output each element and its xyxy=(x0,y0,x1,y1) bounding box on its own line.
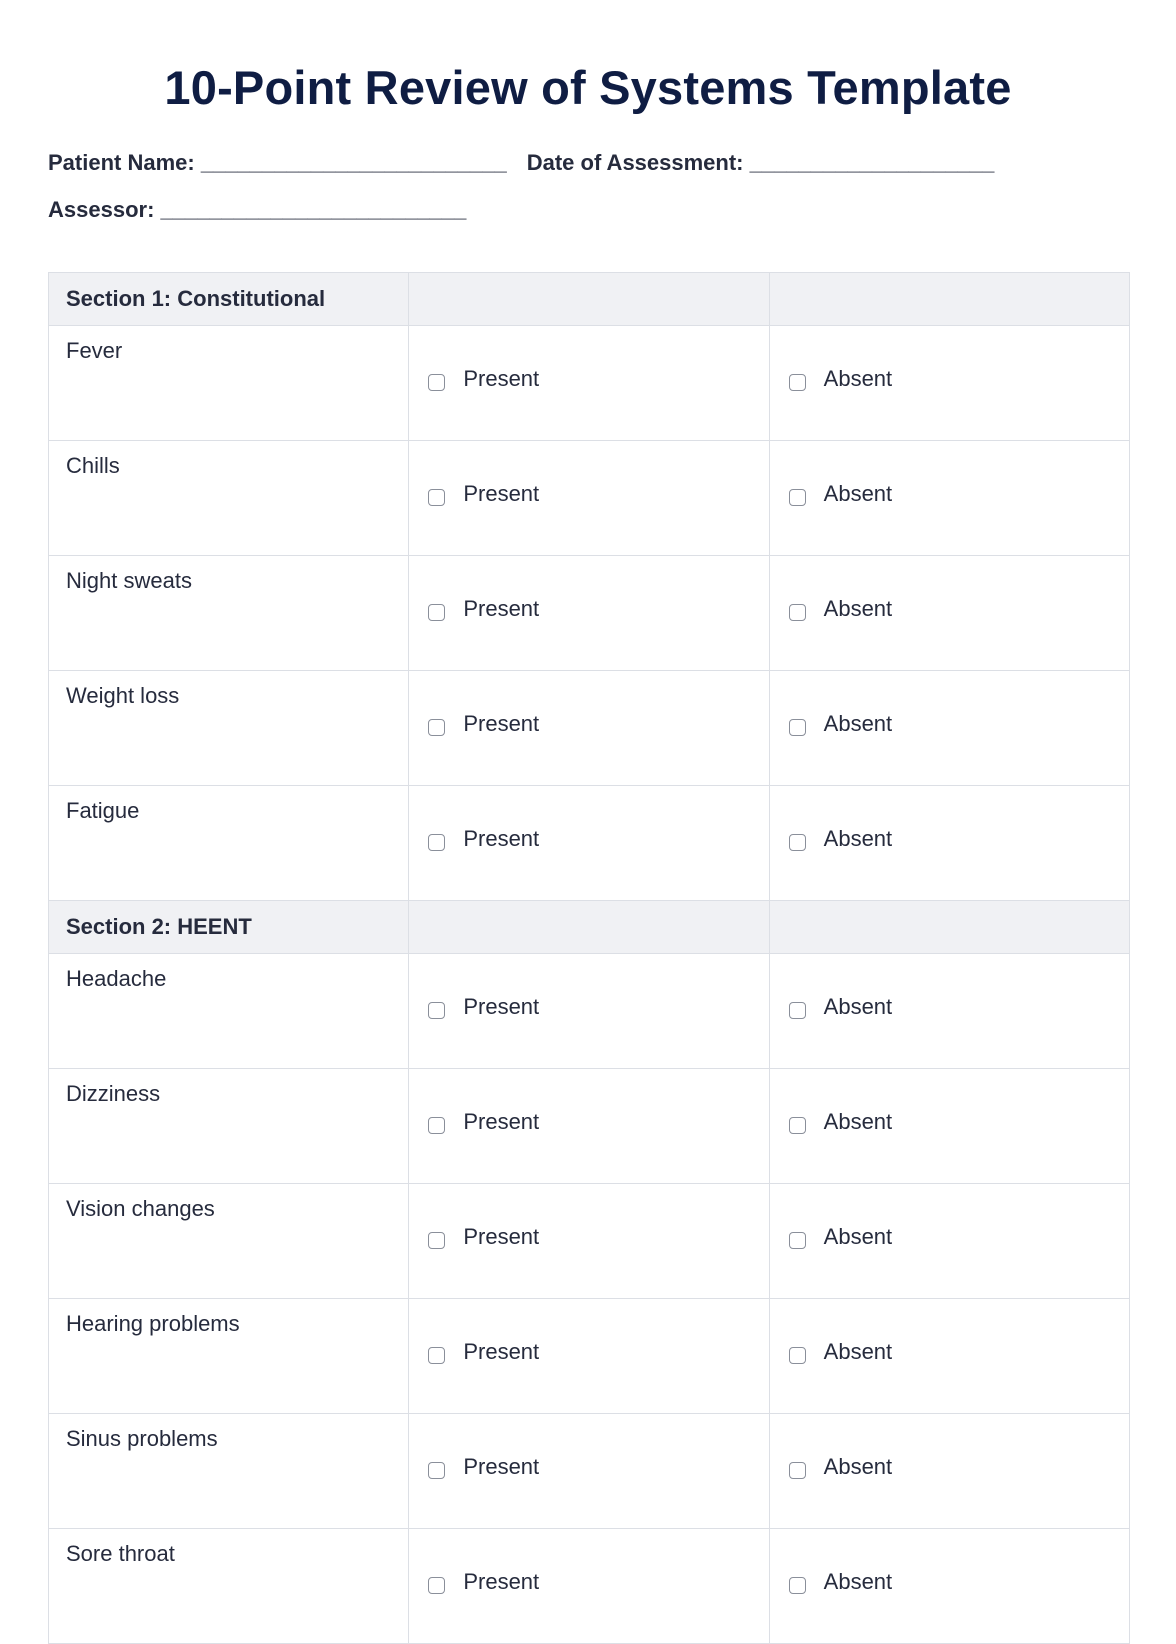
absent-label: Absent xyxy=(823,994,893,1019)
present-label: Present xyxy=(463,994,540,1019)
present-label: Present xyxy=(463,481,540,506)
symptom-label: Fever xyxy=(49,326,409,441)
section-header-cell xyxy=(409,273,769,326)
symptom-label: Hearing problems xyxy=(49,1299,409,1414)
absent-checkbox[interactable] xyxy=(789,719,806,736)
table-row xyxy=(49,954,1130,1069)
absent-checkbox[interactable] xyxy=(789,1577,806,1594)
absent-checkbox[interactable] xyxy=(789,489,806,506)
absent-checkbox[interactable] xyxy=(789,1002,806,1019)
page-title: 10-Point Review of Systems Template xyxy=(164,61,1012,114)
absent-label: Absent xyxy=(823,826,893,851)
symptom-label: Headache xyxy=(49,954,409,1069)
patient-name-field[interactable]: Patient Name: _________________________ xyxy=(48,150,507,175)
absent-label: Absent xyxy=(823,1454,893,1479)
symptom-label: Vision changes xyxy=(49,1184,409,1299)
present-label: Present xyxy=(463,596,540,621)
header-fields-row-1 xyxy=(48,150,994,176)
section-header-cell xyxy=(769,901,1129,954)
table-row xyxy=(49,1069,1130,1184)
table-body xyxy=(49,273,1130,1644)
table-row xyxy=(49,671,1130,786)
present-checkbox[interactable] xyxy=(428,1347,445,1364)
symptom-label: Chills xyxy=(49,441,409,556)
absent-checkbox[interactable] xyxy=(789,1117,806,1134)
symptom-label: Weight loss xyxy=(49,671,409,786)
date-of-assessment-field[interactable]: Date of Assessment: ____________________ xyxy=(526,150,995,175)
absent-checkbox[interactable] xyxy=(789,374,806,391)
present-checkbox[interactable] xyxy=(428,489,445,506)
absent-label: Absent xyxy=(823,1339,893,1364)
present-checkbox[interactable] xyxy=(428,1117,445,1134)
table-row xyxy=(49,786,1130,901)
symptom-label: Fatigue xyxy=(49,786,409,901)
absent-checkbox[interactable] xyxy=(789,834,806,851)
section-label: Section 2: HEENT xyxy=(49,901,409,954)
present-checkbox[interactable] xyxy=(428,1462,445,1479)
absent-label: Absent xyxy=(823,1569,893,1594)
absent-label: Absent xyxy=(823,1109,893,1134)
absent-label: Absent xyxy=(823,596,893,621)
symptom-label: Night sweats xyxy=(49,556,409,671)
table-row xyxy=(49,1414,1130,1529)
section-header-cell xyxy=(769,273,1129,326)
present-label: Present xyxy=(463,1109,540,1134)
absent-label: Absent xyxy=(823,711,893,736)
absent-label: Absent xyxy=(823,1224,893,1249)
symptom-label: Dizziness xyxy=(49,1069,409,1184)
present-checkbox[interactable] xyxy=(428,834,445,851)
table-row xyxy=(49,1529,1130,1644)
section-header-row xyxy=(49,273,1130,326)
present-label: Present xyxy=(463,1224,540,1249)
present-label: Present xyxy=(463,711,540,736)
absent-checkbox[interactable] xyxy=(789,1232,806,1249)
table-row xyxy=(49,441,1130,556)
table-row xyxy=(49,556,1130,671)
review-of-systems-table xyxy=(48,272,1130,1644)
section-header-row xyxy=(49,901,1130,954)
present-checkbox[interactable] xyxy=(428,1232,445,1249)
symptom-label: Sinus problems xyxy=(49,1414,409,1529)
present-checkbox[interactable] xyxy=(428,1002,445,1019)
present-checkbox[interactable] xyxy=(428,374,445,391)
present-label: Present xyxy=(463,366,540,391)
table-row xyxy=(49,326,1130,441)
absent-label: Absent xyxy=(823,481,893,506)
assessor-field[interactable]: Assessor: _________________________ xyxy=(48,197,467,222)
section-label: Section 1: Constitutional xyxy=(49,273,409,326)
table-row xyxy=(49,1184,1130,1299)
present-checkbox[interactable] xyxy=(428,1577,445,1594)
header-fields-row-2 xyxy=(48,197,466,223)
absent-checkbox[interactable] xyxy=(789,604,806,621)
present-label: Present xyxy=(463,1569,540,1594)
absent-label: Absent xyxy=(823,366,893,391)
symptom-label: Sore throat xyxy=(49,1529,409,1644)
section-header-cell xyxy=(409,901,769,954)
present-checkbox[interactable] xyxy=(428,604,445,621)
present-label: Present xyxy=(463,1454,540,1479)
present-checkbox[interactable] xyxy=(428,719,445,736)
absent-checkbox[interactable] xyxy=(789,1347,806,1364)
present-label: Present xyxy=(463,1339,540,1364)
table-row xyxy=(49,1299,1130,1414)
present-label: Present xyxy=(463,826,540,851)
absent-checkbox[interactable] xyxy=(789,1462,806,1479)
